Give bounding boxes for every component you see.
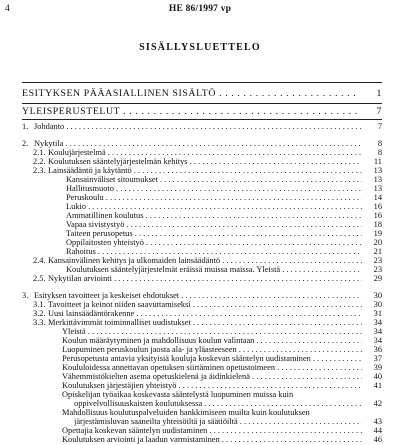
toc-page: 46 <box>373 435 382 444</box>
toc-number: 3.2. <box>33 309 46 318</box>
toc-title-text: Merkittävimmät toiminnalliset uudistukset . . . <box>48 318 362 328</box>
toc-page: 21 <box>373 247 382 256</box>
toc-number: 2. <box>22 139 29 148</box>
toc-entry[interactable] <box>22 435 382 445</box>
main-section-title: YLEISPERUSTELUT . . . <box>22 106 360 117</box>
toc-page: 18 <box>373 220 382 229</box>
toc-page: 16 <box>373 211 382 220</box>
toc-page: 41 <box>373 381 382 390</box>
toc-page: 36 <box>373 345 382 354</box>
toc-title-text: Yleistä . . . <box>62 327 362 337</box>
toc-title-text: Koulutuksen sääntelyjärjestelmät eräissä muissa maissa. Yleistä . . . <box>66 265 362 275</box>
toc-title-text: Nykytilan arviointi . . . <box>48 274 362 284</box>
toc-page: 13 <box>373 175 382 184</box>
toc-title-text: Lainsäädäntö ja käytäntö . . . <box>48 166 362 176</box>
toc-page: 8 <box>377 139 382 148</box>
toc-page: 34 <box>373 318 382 327</box>
toc-title-text: Taiteen perusopetus . . . <box>66 229 362 239</box>
toc-title-text: Koulutuksen järjestäjien yhteistyö . . . <box>62 381 362 391</box>
toc-title-text: Uusi lainsäädäntörakenne . . . <box>48 309 362 319</box>
toc-title-text: Koululoidessa annettavan opetuksen siirtäminen opetustoimeen . . . <box>62 363 362 373</box>
toc-title-text: Luopuminen peruskoulun jaosta ala- ja yläasteeseen . . . <box>62 345 362 355</box>
main-section-page: 7 <box>376 106 382 117</box>
toc-page: 34 <box>373 327 382 336</box>
toc-title-text: Koulutuksen arviointi ja laadun varmistaminen . . . <box>62 435 362 445</box>
toc-number: 2.5. <box>33 274 46 283</box>
toc-page: 19 <box>373 229 382 238</box>
toc-page: 29 <box>373 274 382 283</box>
toc-number: 2.2. <box>33 157 46 166</box>
toc-number: 1. <box>22 122 29 131</box>
main-section-page: 1 <box>376 88 382 99</box>
page-header <box>0 4 400 18</box>
toc-entry[interactable] <box>22 122 382 132</box>
main-section-title: ESITYKSEN PÄÄASIALLINEN SISÄLTÖ . . . <box>22 88 360 99</box>
toc-page: 13 <box>373 166 382 175</box>
main-section-1[interactable] <box>22 106 382 118</box>
divider-bottom <box>22 119 382 120</box>
toc-title-text: Johdanto . . . <box>34 122 362 132</box>
toc-title-text: Mahdollisuus koulutuspalveluiden hankkimiseen muilta kuin koulutuksen <box>62 408 310 417</box>
toc-page: 16 <box>373 202 382 211</box>
toc-title-text: Koulujärjestelmä . . . <box>48 148 362 158</box>
toc-title-text: Koulutuksen sääntelyjärjestelmän kehitys . . . <box>48 157 362 167</box>
toc-title-text: Esityksen tavoitteet ja keskeiset ehdotukset . . . <box>34 291 362 301</box>
toc-page: 30 <box>373 300 382 309</box>
toc-title-text: Peruskoulu . . . <box>66 193 362 203</box>
main-section-0[interactable] <box>22 88 382 100</box>
document-id: HE 86/1997 vp <box>168 4 232 14</box>
toc-title-text: järjestämisluvan saaneilta yhteisöiltä ja säätiöiltä . . . <box>74 417 362 427</box>
toc-title-text: Tavoitteet ja keinot niiden saavuttamiseksi . . . <box>48 300 362 310</box>
toc-page: 34 <box>373 336 382 345</box>
toc-title-text: Opettajia koskevan sääntelyn uudistaminen . . . <box>62 426 362 436</box>
divider-middle <box>22 103 382 104</box>
toc-page: 7 <box>377 122 382 131</box>
toc-page: 23 <box>373 256 382 265</box>
toc-page: 20 <box>373 238 382 247</box>
toc-page: 40 <box>373 372 382 381</box>
toc-title-text: oppivelvollisuuskaisten koulutuksessa . . . <box>74 399 362 409</box>
toc-title-text: Kansainvälinen kehitys ja ulkomaiden lainsäädäntö . . . <box>48 256 362 266</box>
toc-page: 39 <box>373 363 382 372</box>
toc-title-text: Lukio . . . <box>66 202 362 212</box>
toc-title-text: Vähemmistökielten asema opetuskielenä ja äidinkielenä . . . <box>62 372 362 382</box>
toc-title-text: Oppilaitosten yhteistyö . . . <box>66 238 362 248</box>
toc-number: 2.1. <box>33 148 46 157</box>
toc-number: 3.3. <box>33 318 46 327</box>
toc-page: 42 <box>373 399 382 408</box>
toc-page: 23 <box>373 265 382 274</box>
toc-page: 30 <box>373 291 382 300</box>
toc-page: 8 <box>377 148 382 157</box>
toc-title-text: Hallitusmuoto . . . <box>66 184 362 194</box>
toc-page: 11 <box>373 157 382 166</box>
toc-title: SISÄLLYSLUETTELO <box>139 42 261 53</box>
toc-title-text: Kansainväliset sitoumukset . . . <box>66 175 362 185</box>
toc-page: 31 <box>373 309 382 318</box>
toc-title-text: Ammatillinen koulutus . . . <box>66 211 362 221</box>
toc-number: 2.3. <box>33 166 46 175</box>
toc-number: 3.1. <box>33 300 46 309</box>
toc-number: 3. <box>22 291 29 300</box>
toc-page: 14 <box>373 193 382 202</box>
toc-number: 2.4. <box>33 256 46 265</box>
toc-title-text: Opiskelijan työaikaa koskevasta sääntelystä luopuminen muissa kuin <box>62 390 294 399</box>
page-number: 4 <box>5 4 10 14</box>
toc-title-text: Vapaa sivistystyö . . . <box>66 220 362 230</box>
toc-page: 43 <box>373 417 382 426</box>
divider-top <box>22 82 382 83</box>
toc-title-text: Perusopetusta antavia yksityisiä kouluja koskevan sääntelyn uudistaminen . . . <box>62 354 362 364</box>
toc-title-text: Koulun määräytyminen ja mahdollisuus koulun valintaan . . . <box>62 336 362 346</box>
toc-entry[interactable] <box>22 274 382 284</box>
toc-title-text: Nykytila . . . <box>34 139 362 149</box>
toc-title-text: Rahoitus . . . <box>66 247 362 257</box>
toc-page: 13 <box>373 184 382 193</box>
toc-page: 37 <box>373 354 382 363</box>
toc-page: 44 <box>373 426 382 435</box>
